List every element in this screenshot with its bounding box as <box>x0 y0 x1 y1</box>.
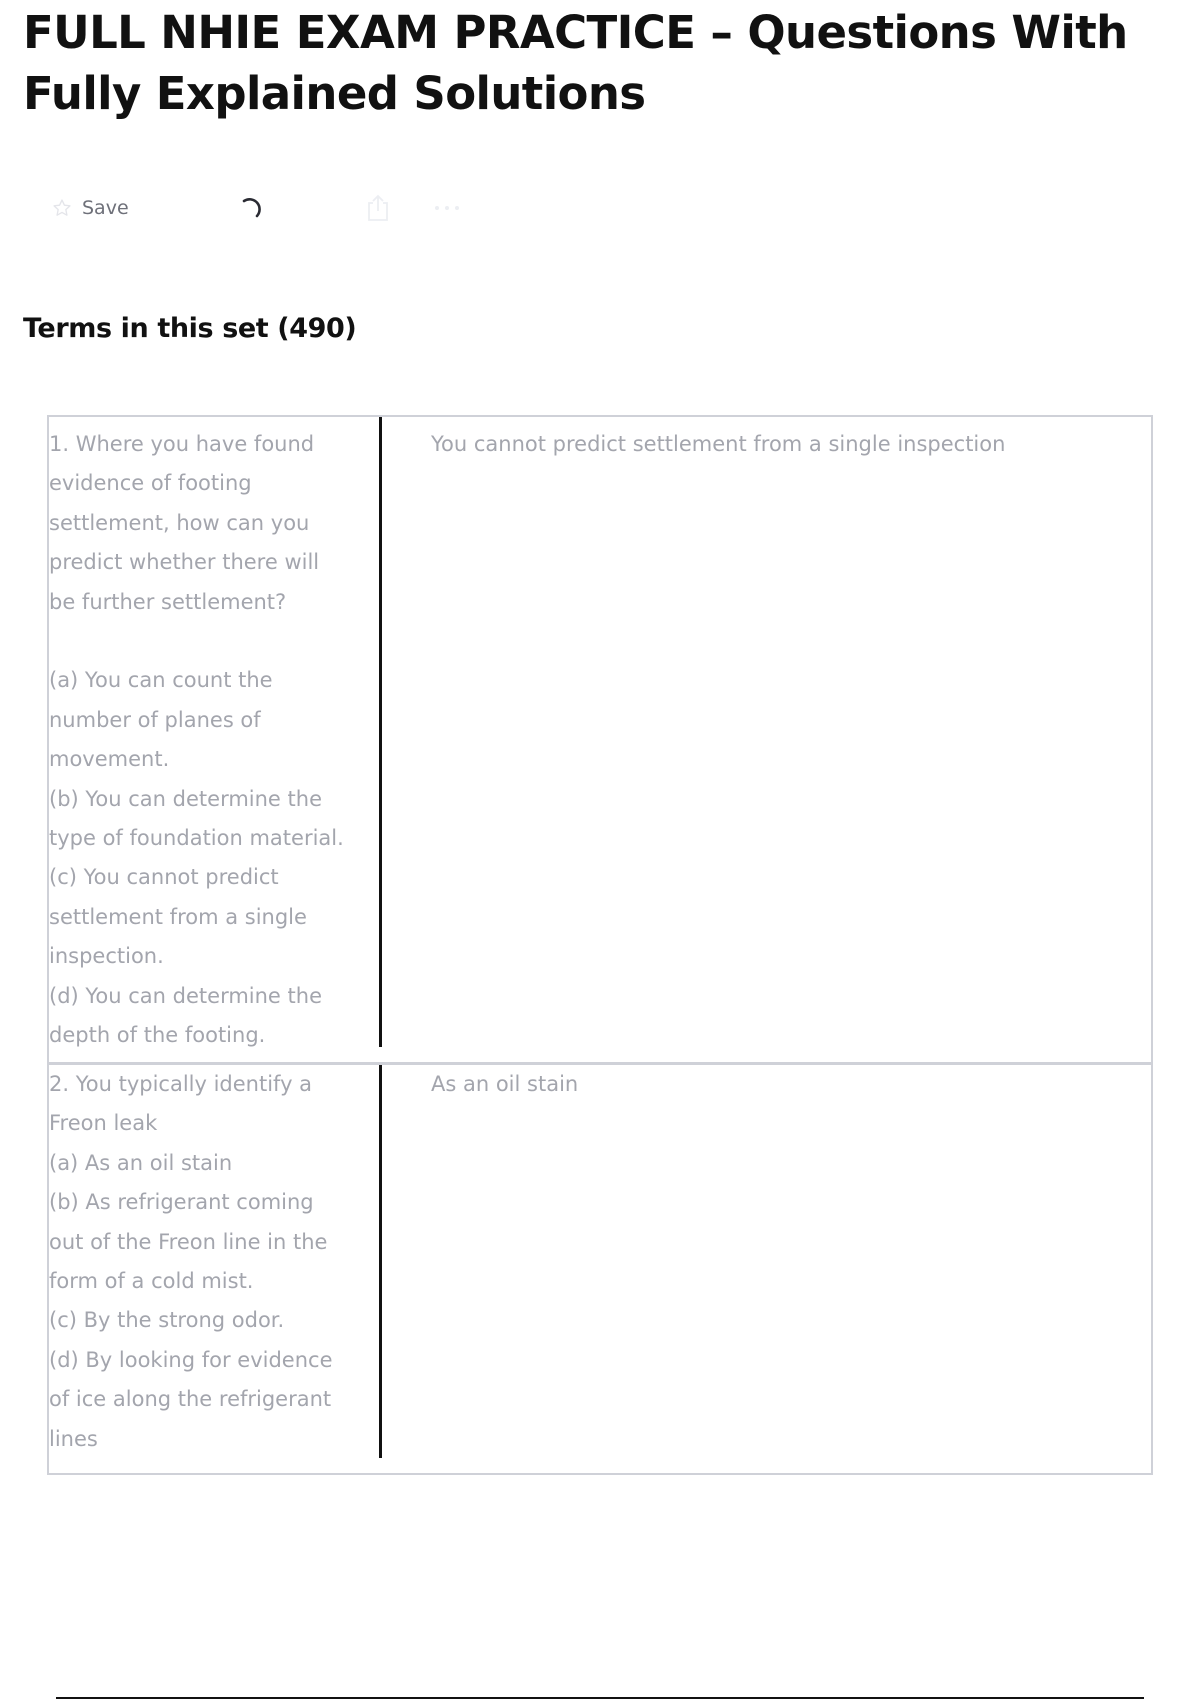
more-button[interactable] <box>432 188 462 228</box>
page-title: FULL NHIE EXAM PRACTICE – Questions With Fully Explained Solutions <box>23 6 1128 120</box>
term-text: 2. You typically identify a Freon leak (a) As an oil stain (b) As refrigerant coming out of the Freon line in the form of a cold mist. (c) By the strong odor. (d) By looking for evidence of ice along the refrigerant lines <box>49 1072 333 1451</box>
save-label: Save <box>82 197 129 219</box>
card-divider <box>379 1065 382 1458</box>
save-button[interactable] <box>52 188 129 228</box>
term-card[interactable] <box>47 415 1153 1064</box>
spinner-icon <box>238 194 266 222</box>
star-icon <box>52 198 72 218</box>
loading-indicator <box>238 188 266 228</box>
terms-heading: Terms in this set (490) <box>23 313 357 344</box>
card-divider <box>379 417 382 1047</box>
share-icon <box>364 193 392 223</box>
definition-text: You cannot predict settlement from a single inspection <box>431 432 1006 456</box>
term-text: 1. Where you have found evidence of footing settlement, how can you predict whether there will be further settlement? (a) You can count the number of planes of movement. (b) You can determine the type of foundation material. (c) You cannot predict settlement from a single inspection. (d) You can determine the depth of the footing. <box>49 432 344 1048</box>
more-icon <box>432 203 462 213</box>
term-card[interactable] <box>47 1063 1153 1475</box>
set-toolbar <box>52 188 512 228</box>
definition-text: As an oil stain <box>431 1072 579 1096</box>
share-button[interactable] <box>364 188 392 228</box>
page-bottom-rule <box>56 1697 1144 1699</box>
